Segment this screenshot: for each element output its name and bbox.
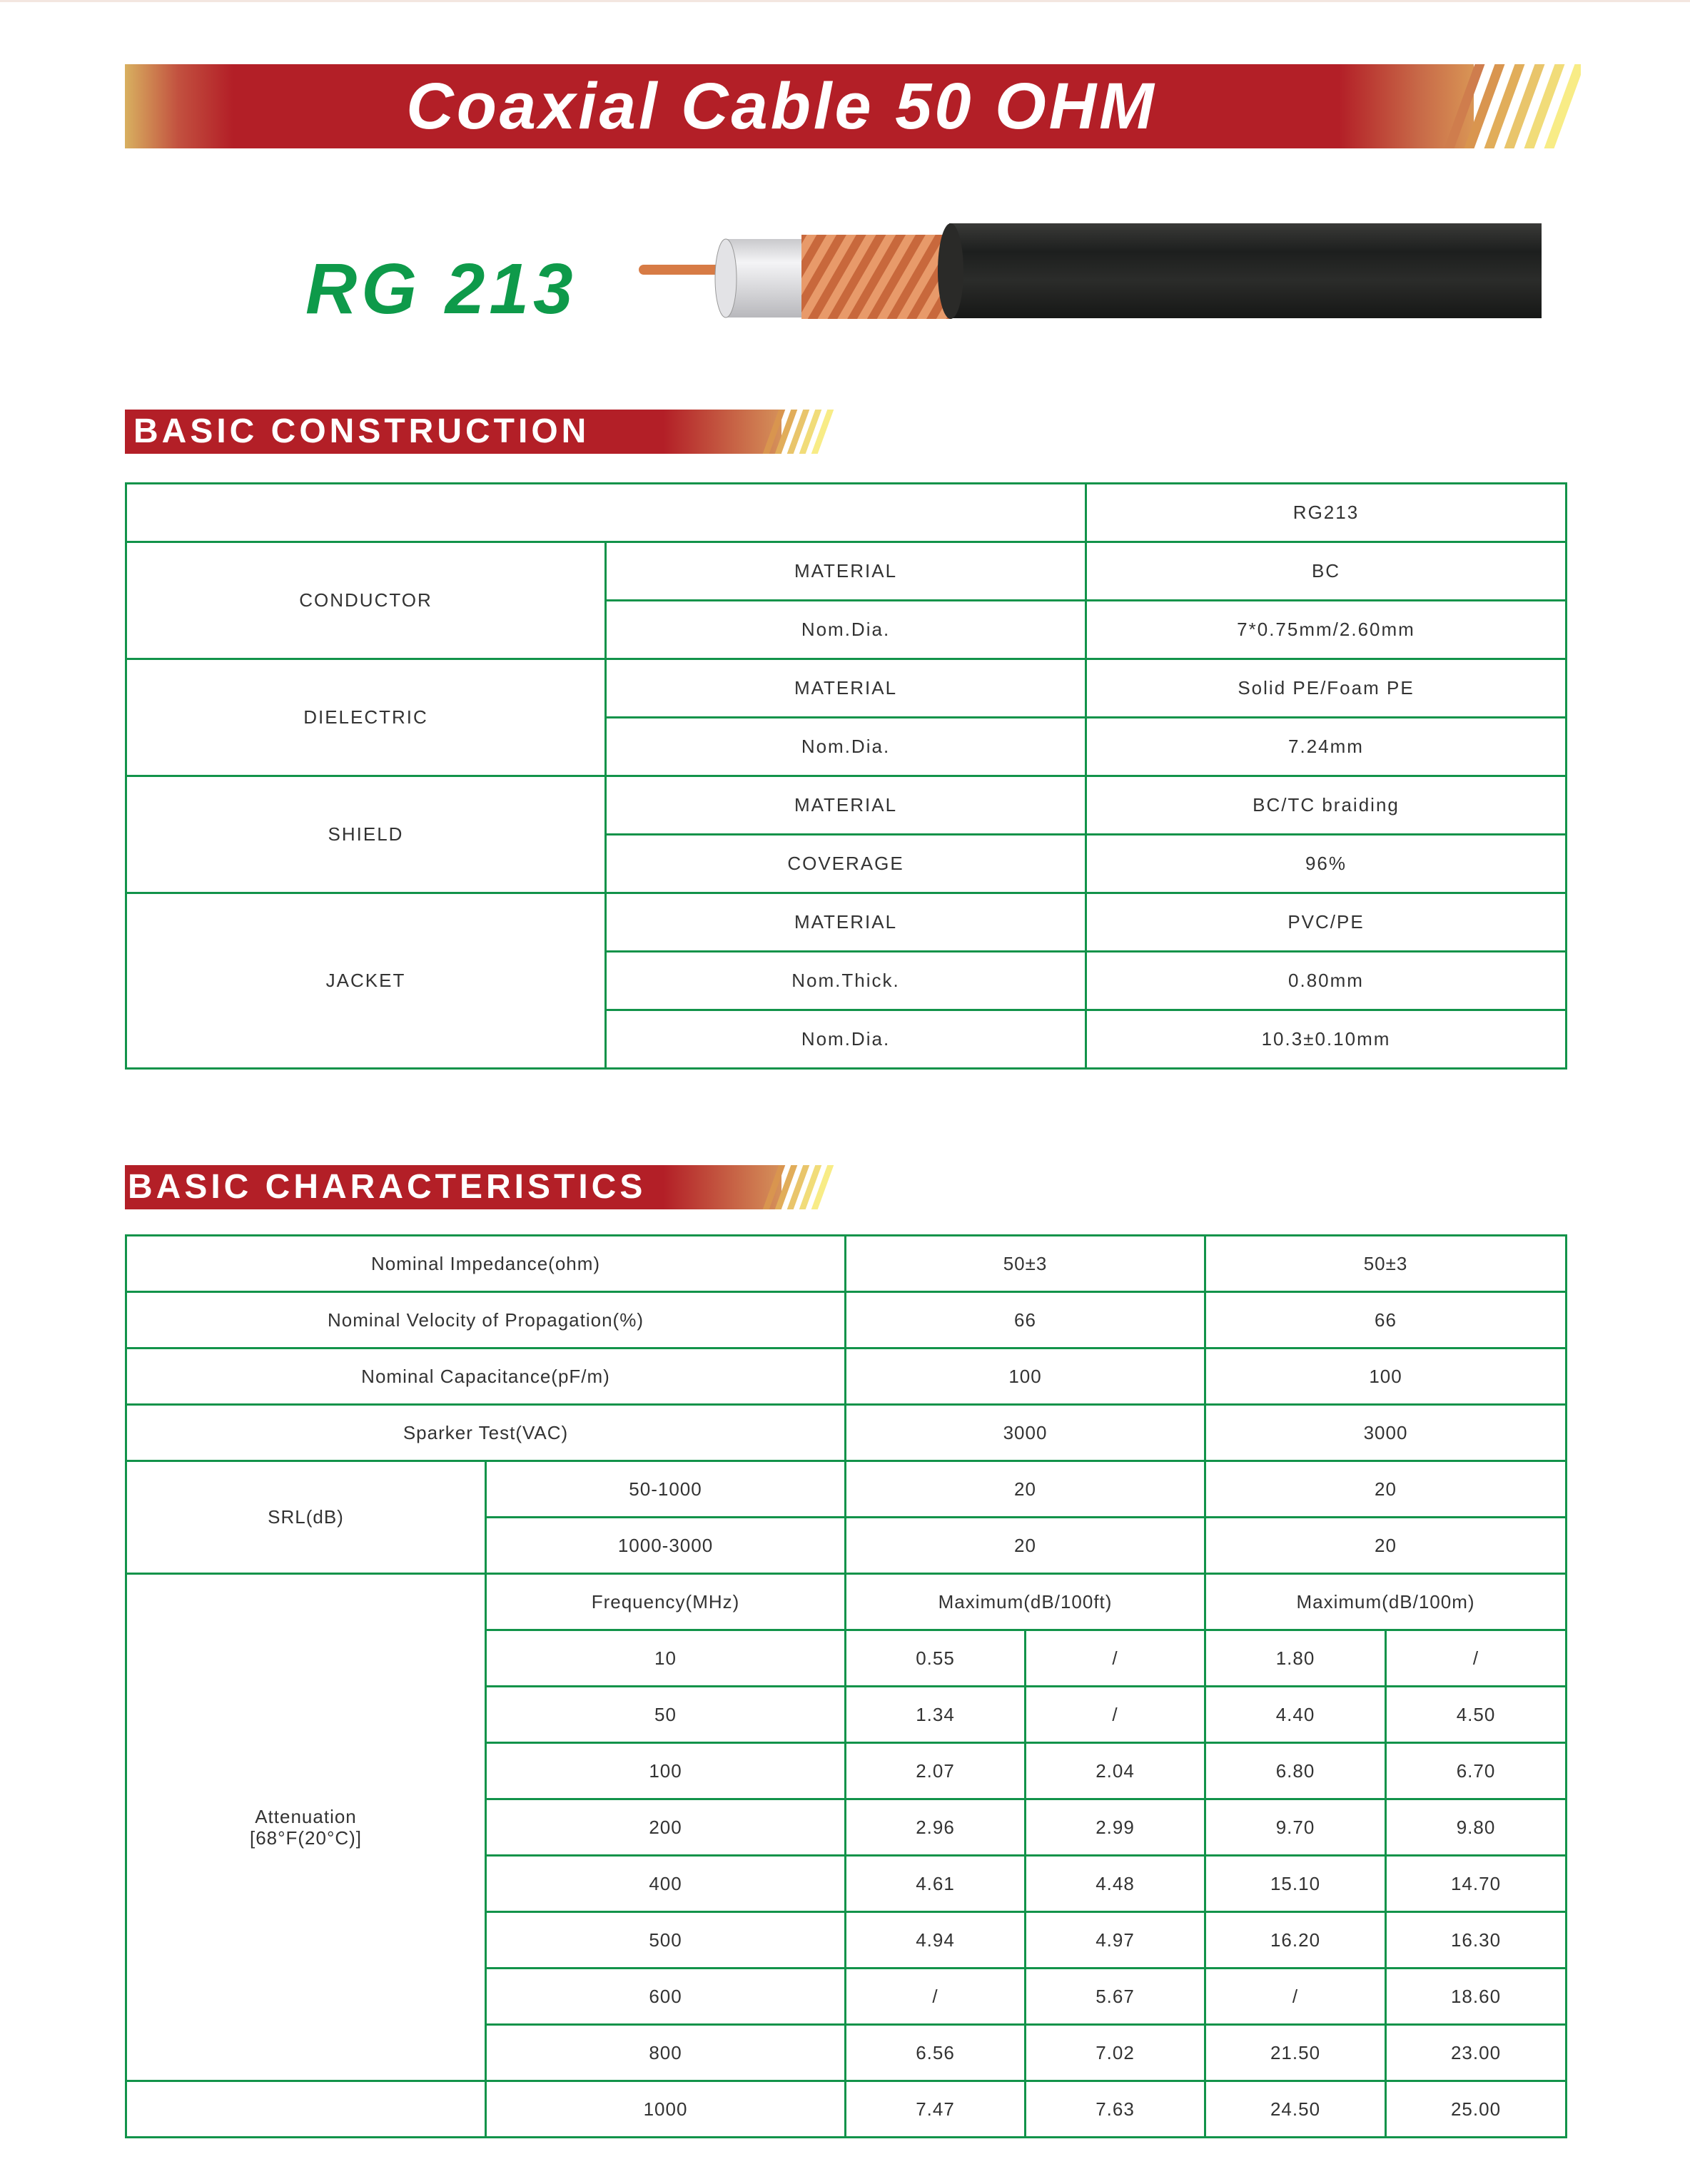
cell-value: 2.04 bbox=[1026, 1743, 1205, 1799]
cell-value: 20 bbox=[1205, 1461, 1567, 1518]
cell-value: 23.00 bbox=[1386, 2025, 1567, 2081]
table-row bbox=[126, 1292, 1567, 1349]
characteristics-table bbox=[125, 1234, 1567, 2138]
freq-cell: 50 bbox=[486, 1687, 846, 1743]
cell-value: 9.70 bbox=[1205, 1799, 1386, 1856]
table-row bbox=[126, 1236, 1567, 1292]
cell-value: / bbox=[1026, 1687, 1205, 1743]
cell-value: 2.96 bbox=[846, 1799, 1026, 1856]
cell-value: 15.10 bbox=[1205, 1856, 1386, 1912]
group-label: DIELECTRIC bbox=[126, 659, 606, 776]
page-title: Coaxial Cable 50 OHM bbox=[406, 70, 1157, 143]
param-value: BC bbox=[1086, 542, 1567, 601]
freq-cell: 400 bbox=[486, 1856, 846, 1912]
param-label: MATERIAL bbox=[606, 776, 1086, 835]
cell-value: 16.30 bbox=[1386, 1912, 1567, 1969]
attenuation-header-row bbox=[126, 1574, 1567, 1630]
cell-value: 66 bbox=[1205, 1292, 1567, 1349]
model-name: RG 213 bbox=[305, 249, 577, 329]
cell-value: / bbox=[846, 1969, 1026, 2025]
cell-value: 4.48 bbox=[1026, 1856, 1205, 1912]
cell-value: 66 bbox=[846, 1292, 1205, 1349]
cell-value: 7.47 bbox=[846, 2081, 1026, 2138]
table-row bbox=[126, 659, 1567, 718]
cell-value: 14.70 bbox=[1386, 1856, 1567, 1912]
coaxial-cable-image bbox=[639, 218, 1549, 321]
cell-value: 4.40 bbox=[1205, 1687, 1386, 1743]
param-label: Nom.Dia. bbox=[606, 718, 1086, 776]
cell-value: / bbox=[1386, 1630, 1567, 1687]
cell-value: 4.61 bbox=[846, 1856, 1026, 1912]
attenuation-label bbox=[126, 1574, 486, 2081]
cell-value: 7.02 bbox=[1026, 2025, 1205, 2081]
param-label: MATERIAL bbox=[606, 659, 1086, 718]
cell-value: 20 bbox=[846, 1461, 1205, 1518]
cell-value: 24.50 bbox=[1205, 2081, 1386, 2138]
freq-cell: 800 bbox=[486, 2025, 846, 2081]
column-header-model: RG213 bbox=[1086, 484, 1567, 542]
row-label: Nominal Impedance(ohm) bbox=[126, 1236, 846, 1292]
cell-value: 20 bbox=[846, 1518, 1205, 1574]
cell-value: 21.50 bbox=[1205, 2025, 1386, 2081]
cell-value: 0.55 bbox=[846, 1630, 1026, 1687]
cell-value: 100 bbox=[846, 1349, 1205, 1405]
section-banner-characteristics bbox=[125, 1165, 860, 1209]
param-label: Nom.Dia. bbox=[606, 601, 1086, 659]
attenuation-label-line2: [68°F(20°C)] bbox=[249, 1827, 363, 1849]
freq-cell: 500 bbox=[486, 1912, 846, 1969]
cell-value: 18.60 bbox=[1386, 1969, 1567, 2025]
cell-value: 16.20 bbox=[1205, 1912, 1386, 1969]
srl-range: 1000-3000 bbox=[486, 1518, 846, 1574]
column-header-db-per-100m: Maximum(dB/100m) bbox=[1205, 1574, 1567, 1630]
cell-value: 20 bbox=[1205, 1518, 1567, 1574]
table-row bbox=[126, 776, 1567, 835]
row-label: Nominal Capacitance(pF/m) bbox=[126, 1349, 846, 1405]
cell-value: 50±3 bbox=[1205, 1236, 1567, 1292]
param-value: Solid PE/Foam PE bbox=[1086, 659, 1567, 718]
param-value: 7.24mm bbox=[1086, 718, 1567, 776]
param-label: MATERIAL bbox=[606, 893, 1086, 952]
cell-value: 1.80 bbox=[1205, 1630, 1386, 1687]
column-header-frequency: Frequency(MHz) bbox=[486, 1574, 846, 1630]
group-label: JACKET bbox=[126, 893, 606, 1069]
cell-value: 100 bbox=[1205, 1349, 1567, 1405]
param-label: Nom.Dia. bbox=[606, 1010, 1086, 1069]
cell-value: 3000 bbox=[1205, 1405, 1567, 1461]
param-value: BC/TC braiding bbox=[1086, 776, 1567, 835]
param-value: 10.3±0.10mm bbox=[1086, 1010, 1567, 1069]
srl-range: 50-1000 bbox=[486, 1461, 846, 1518]
cell-value: 2.07 bbox=[846, 1743, 1026, 1799]
cell-value: 50±3 bbox=[846, 1236, 1205, 1292]
cell-value: 4.94 bbox=[846, 1912, 1026, 1969]
freq-cell: 1000 bbox=[486, 2081, 846, 2138]
cell-value: 6.80 bbox=[1205, 1743, 1386, 1799]
cell-value: 5.67 bbox=[1026, 1969, 1205, 2025]
table-row bbox=[126, 893, 1567, 952]
cell-value: 7.63 bbox=[1026, 2081, 1205, 2138]
param-label: Nom.Thick. bbox=[606, 952, 1086, 1010]
section-title-characteristics: BASIC CHARACTERISTICS bbox=[128, 1168, 647, 1206]
group-label: SHIELD bbox=[126, 776, 606, 893]
empty-header-cell bbox=[126, 484, 1086, 542]
group-label: CONDUCTOR bbox=[126, 542, 606, 659]
column-header-db-per-100ft: Maximum(dB/100ft) bbox=[846, 1574, 1205, 1630]
freq-cell: 100 bbox=[486, 1743, 846, 1799]
cell-value: 25.00 bbox=[1386, 2081, 1567, 2138]
empty-label-cell bbox=[126, 2081, 486, 2138]
table-row bbox=[126, 542, 1567, 601]
cell-value: 4.97 bbox=[1026, 1912, 1205, 1969]
table-row bbox=[126, 1349, 1567, 1405]
table-row bbox=[126, 2081, 1567, 2138]
param-label: COVERAGE bbox=[606, 835, 1086, 893]
row-label: Nominal Velocity of Propagation(%) bbox=[126, 1292, 846, 1349]
srl-label: SRL(dB) bbox=[126, 1461, 486, 1574]
cell-value: / bbox=[1205, 1969, 1386, 2025]
freq-cell: 600 bbox=[486, 1969, 846, 2025]
param-value: 0.80mm bbox=[1086, 952, 1567, 1010]
table-row bbox=[126, 1461, 1567, 1518]
param-value: 7*0.75mm/2.60mm bbox=[1086, 601, 1567, 659]
table-header-row bbox=[126, 484, 1567, 542]
freq-cell: 10 bbox=[486, 1630, 846, 1687]
cell-value: 1.34 bbox=[846, 1687, 1026, 1743]
construction-table bbox=[125, 482, 1567, 1070]
cell-value: 6.70 bbox=[1386, 1743, 1567, 1799]
cell-value: 4.50 bbox=[1386, 1687, 1567, 1743]
top-border-line bbox=[0, 0, 1690, 2]
param-value: 96% bbox=[1086, 835, 1567, 893]
attenuation-label-line1: Attenuation bbox=[255, 1806, 357, 1827]
cell-value: 2.99 bbox=[1026, 1799, 1205, 1856]
section-banner-construction bbox=[125, 410, 860, 454]
row-label: Sparker Test(VAC) bbox=[126, 1405, 846, 1461]
cell-value: / bbox=[1026, 1630, 1205, 1687]
freq-cell: 200 bbox=[486, 1799, 846, 1856]
title-banner bbox=[125, 64, 1581, 148]
cell-value: 6.56 bbox=[846, 2025, 1026, 2081]
table-row bbox=[126, 1405, 1567, 1461]
cell-value: 3000 bbox=[846, 1405, 1205, 1461]
param-value: PVC/PE bbox=[1086, 893, 1567, 952]
cell-value: 9.80 bbox=[1386, 1799, 1567, 1856]
param-label: MATERIAL bbox=[606, 542, 1086, 601]
section-title-construction: BASIC CONSTRUCTION bbox=[133, 412, 590, 450]
